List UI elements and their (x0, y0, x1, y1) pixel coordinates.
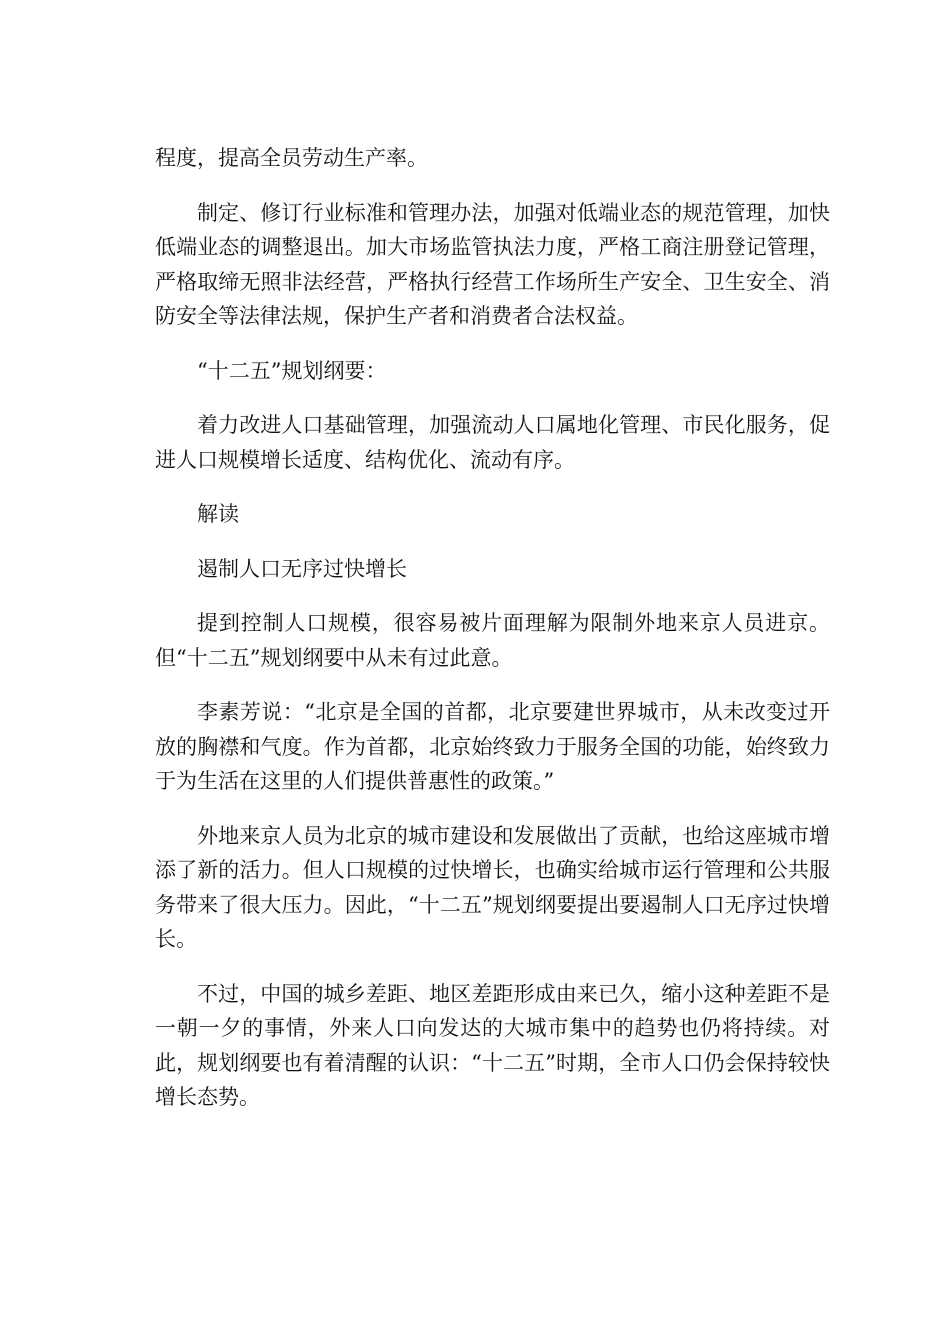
paragraph-urban-rural-gap: 不过，中国的城乡差距、地区差距形成由来已久，缩小这种差距不是一朝一夕的事情，外来人口向发达的大城市集中的趋势也仍将持续。对此，规划纲要也有着清醒的认识：“十二五”时期，全市人口仍会保持较快增长态势。 (155, 981, 830, 1109)
paragraph-plan-quote: 着力改进人口基础管理，加强流动人口属地化管理、市民化服务，促进人口规模增长适度、结构优化、流动有序。 (155, 413, 830, 472)
paragraph-interpretation-label: 解读 (197, 502, 239, 526)
paragraph-plan-heading: “十二五”规划纲要： (197, 358, 387, 383)
paragraph-population-control: 提到控制人口规模，很容易被片面理解为限制外地来京人员进京。但“十二五”规划纲要中从未有过此意。 (155, 611, 830, 670)
paragraph-li-sufang-quote: 李素芳说：“北京是全国的首都，北京要建世界城市，从未改变过开放的胸襟和气度。作为首都，北京始终致力于服务全国的功能，始终致力于为生活在这里的人们提供普惠性的政策。” (155, 700, 830, 793)
document-page (155, 141, 830, 1135)
paragraph-section-title: 遏制人口无序过快增长 (197, 556, 407, 581)
paragraph-continuation: 程度，提高全员劳动生产率。 (155, 146, 428, 170)
paragraph-industry-standards: 制定、修订行业标准和管理办法，加强对低端业态的规范管理，加快低端业态的调整退出。加大市场监管执法力度，严格工商注册登记管理，严格取缔无照非法经营，严格执行经营工作场所生产安全、卫生安全、消防安全等法律法规，保护生产者和消费者合法权益。 (155, 200, 830, 328)
paragraph-migrant-contribution: 外地来京人员为北京的城市建设和发展做出了贡献，也给这座城市增添了新的活力。但人口规模的过快增长，也确实给城市运行管理和公共服务带来了很大压力。因此，“十二五”规划纲要提出要遏制人口无序过快增长。 (155, 823, 830, 951)
